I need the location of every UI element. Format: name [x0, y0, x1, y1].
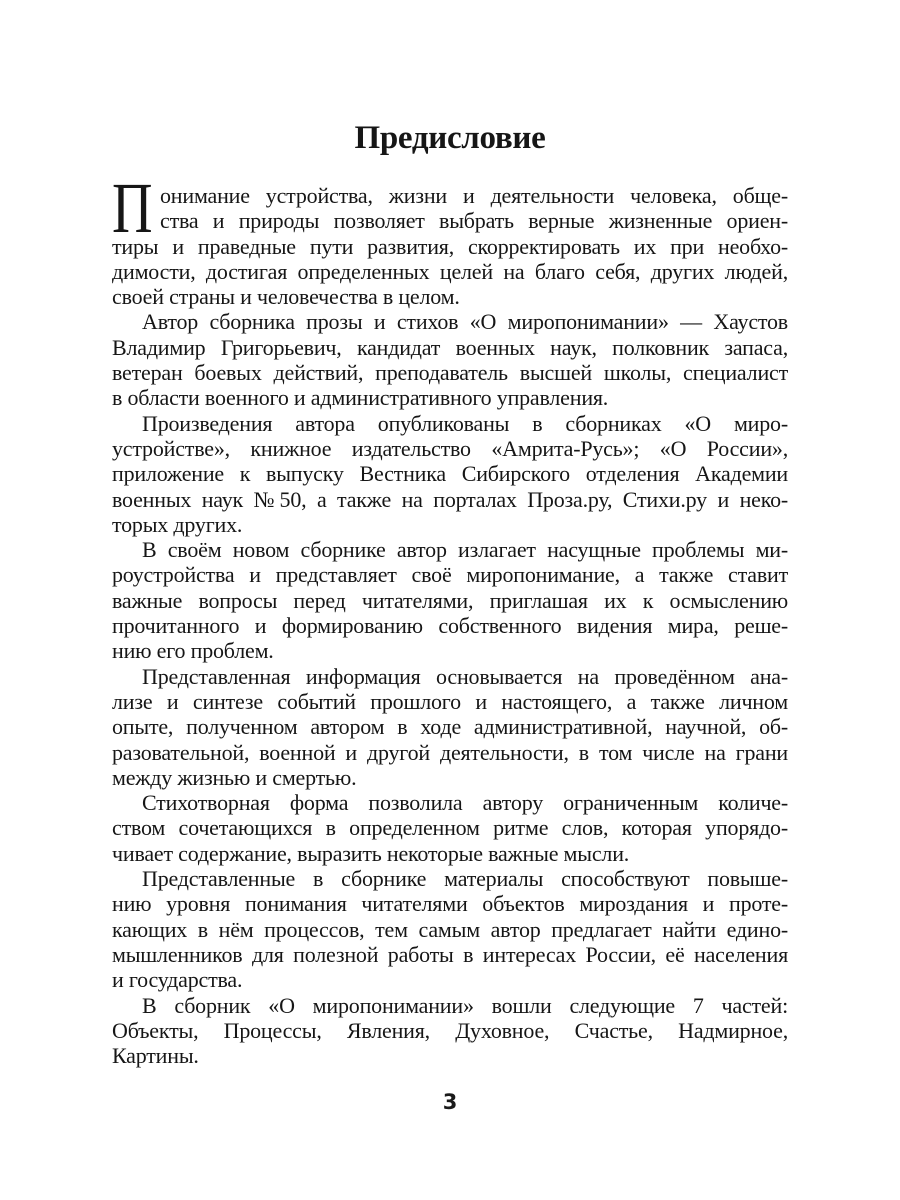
page-title: Предисловие — [354, 120, 546, 156]
text-line: Автор сборника прозы и стихов «О миропонимании» — Хаустов — [142, 309, 788, 335]
text-line: Произведения автора опубликованы в сборниках «О миро- — [142, 410, 788, 436]
text-line: Представленная информация основывается на проведённом ана- — [142, 663, 788, 689]
text-line: нию его проблем. — [112, 638, 274, 664]
text-line: между жизнью и смертью. — [112, 764, 357, 790]
text-line: В своём новом сборнике автор излагает насущные проблемы ми- — [142, 537, 788, 563]
paragraph — [112, 537, 788, 663]
text-line: мышленников для полезной работы в интересах России, её населения — [112, 941, 788, 967]
text-line: ством сочетающихся в определенном ритме слов, которая упорядо- — [112, 815, 788, 841]
text-line: нию уровня понимания читателями объектов мироздания и проте- — [112, 891, 788, 917]
text-line: важные вопросы перед читателями, приглашая их к осмыслению — [112, 587, 788, 613]
paragraph — [112, 309, 788, 410]
text-line: разовательной, военной и другой деятельности, в том числе на грани — [112, 739, 788, 765]
text-line: своей страны и человечества в целом. — [112, 284, 460, 310]
paragraph — [112, 411, 788, 537]
text-line: в области военного и административного управления. — [112, 385, 609, 411]
text-line: лизе и синтезе событий прошлого и настоящего, а также личном — [112, 688, 788, 714]
paragraph — [112, 993, 788, 1069]
paragraph — [112, 168, 788, 310]
text-line: прочитанного и формированию собственного видения мира, реше- — [112, 613, 788, 639]
text-line: устройстве», книжное издательство «Амрита-Русь»; «О России», — [112, 435, 788, 461]
text-line: военных наук №50, а также на порталах Проза.ру, Стихи.ру и неко- — [112, 486, 788, 512]
preface-body — [112, 168, 788, 1069]
text-line: Представленные в сборнике материалы способствуют повыше- — [142, 866, 788, 892]
text-line: Владимир Григорьевич, кандидат военных наук, полковник запаса, — [112, 334, 788, 360]
text-line: Объекты, Процессы, Явления, Духовное, Счастье, Надмирное, — [112, 1017, 788, 1043]
paragraph — [112, 866, 788, 992]
text-line: Стихотворная форма позволила автору ограниченным количе- — [142, 790, 788, 816]
text-line: ства и природы позволяет выбрать верные жизненные ориен- — [160, 208, 788, 234]
drop-cap-letter: П — [112, 168, 153, 248]
text-line: приложение к выпуску Вестника Сибирского отделения Академии — [112, 461, 788, 487]
text-line: торых других. — [112, 511, 243, 537]
text-line: Картины. — [112, 1043, 199, 1069]
text-line: димости, достигая определенных целей на благо себя, других людей, — [112, 258, 788, 284]
text-line: опыте, полученном автором в ходе административной, научной, об- — [112, 714, 788, 740]
paragraph — [112, 664, 788, 790]
page-number: 3 — [442, 1090, 458, 1114]
text-line: кающих в нём процессов, тем самым автор предлагает найти едино- — [112, 916, 788, 942]
text-line: онимание устройства, жизни и деятельности человека, обще- — [160, 183, 788, 208]
text-line: чивает содержание, выразить некоторые важные мысли. — [112, 840, 630, 866]
text-line: В сборник «О миропонимании» вошли следующие 7 частей: — [142, 992, 788, 1018]
text-line: ветеран боевых действий, преподаватель высшей школы, специалист — [112, 360, 788, 386]
text-line: роустройства и представляет своё миропонимание, а также ставит — [112, 562, 788, 588]
text-line: тиры и праведные пути развития, скорректировать их при необхо- — [112, 233, 788, 259]
text-line: и государства. — [112, 967, 243, 993]
paragraph — [112, 790, 788, 866]
